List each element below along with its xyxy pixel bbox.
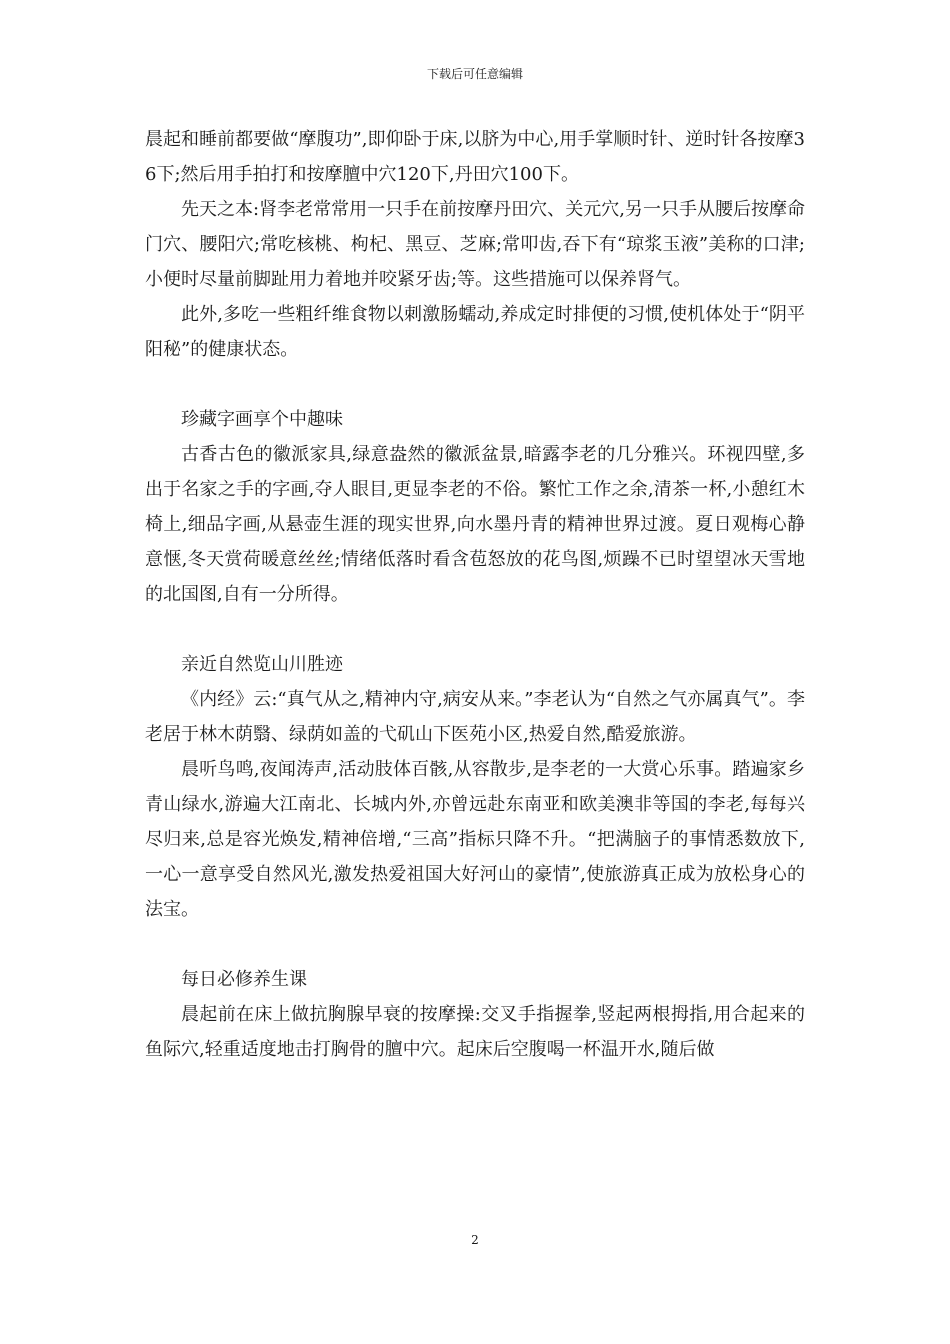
paragraph-6: 晨听鸟鸣,夜闻涛声,活动肢体百骸,从容散步,是李老的一大赏心乐事。踏遍家乡青山绿水,游遍大江南北、长城内外,亦曾远赴东南亚和欧美澳非等国的李老,每每兴尽归来,总是容光焕发,精神倍增,“三高”指标只降不升。“把满脑子的事情悉数放下,一心一意享受自然风光,激发热爱祖国大好河山的豪情”,使旅游真正成为放松身心的法宝。 — [145, 759, 805, 920]
paragraph-7: 晨起前在床上做抗胸腺早衰的按摩操:交叉手指握拳,竖起两根拇指,用合起来的鱼际穴,轻重适度地击打胸骨的膻中穴。起床后空腹喝一杯温开水,随后做 — [145, 1004, 805, 1060]
section-heading-calligraphy: 珍藏字画享个中趣味 — [181, 409, 343, 430]
document-body — [145, 122, 805, 1067]
paragraph-3: 此外,多吃一些粗纤维食物以刺激肠蠕动,养成定时排便的习惯,使机体处于“阴平阳秘”的健康状态。 — [145, 304, 805, 360]
paragraph-4: 古香古色的徽派家具,绿意盎然的徽派盆景,暗露李老的几分雅兴。环视四壁,多出于名家之手的字画,夺人眼目,更显李老的不俗。繁忙工作之余,清茶一杯,小憩红木椅上,细品字画,从悬壶生涯的现实世界,向水墨丹青的精神世界过渡。夏日观梅心静意惬,冬天赏荷暖意丝丝;情绪低落时看含苞怒放的花鸟图,烦躁不已时望望冰天雪地的北国图,自有一分所得。 — [145, 444, 805, 605]
paragraph-5: 《内经》云:“真气从之,精神内守,病安从来。”李老认为“自然之气亦属真气”。李老居于林木荫翳、绿荫如盖的弋矶山下医苑小区,热爱自然,酷爱旅游。 — [145, 689, 805, 745]
page-header: 下载后可任意编辑 — [426, 67, 523, 81]
paragraph-2: 先天之本:肾李老常常用一只手在前按摩丹田穴、关元穴,另一只手从腰后按摩命门穴、腰阳穴;常吃核桃、枸杞、黑豆、芝麻;常叩齿,吞下有“琼浆玉液”美称的口津;小便时尽量前脚趾用力着地并咬紧牙齿;等。这些措施可以保养肾气。 — [145, 199, 805, 290]
page-number: 2 — [471, 1233, 479, 1247]
section-gap — [145, 612, 805, 647]
section-gap — [145, 367, 805, 402]
section-gap — [145, 927, 805, 962]
paragraph-1: 晨起和睡前都要做“摩腹功”,即仰卧于床,以脐为中心,用手掌顺时针、逆时针各按摩36下;然后用手拍打和按摩膻中穴120下,丹田穴100下。 — [145, 129, 805, 185]
section-heading-daily: 每日必修养生课 — [181, 969, 307, 990]
section-heading-nature: 亲近自然览山川胜迹 — [181, 654, 343, 675]
